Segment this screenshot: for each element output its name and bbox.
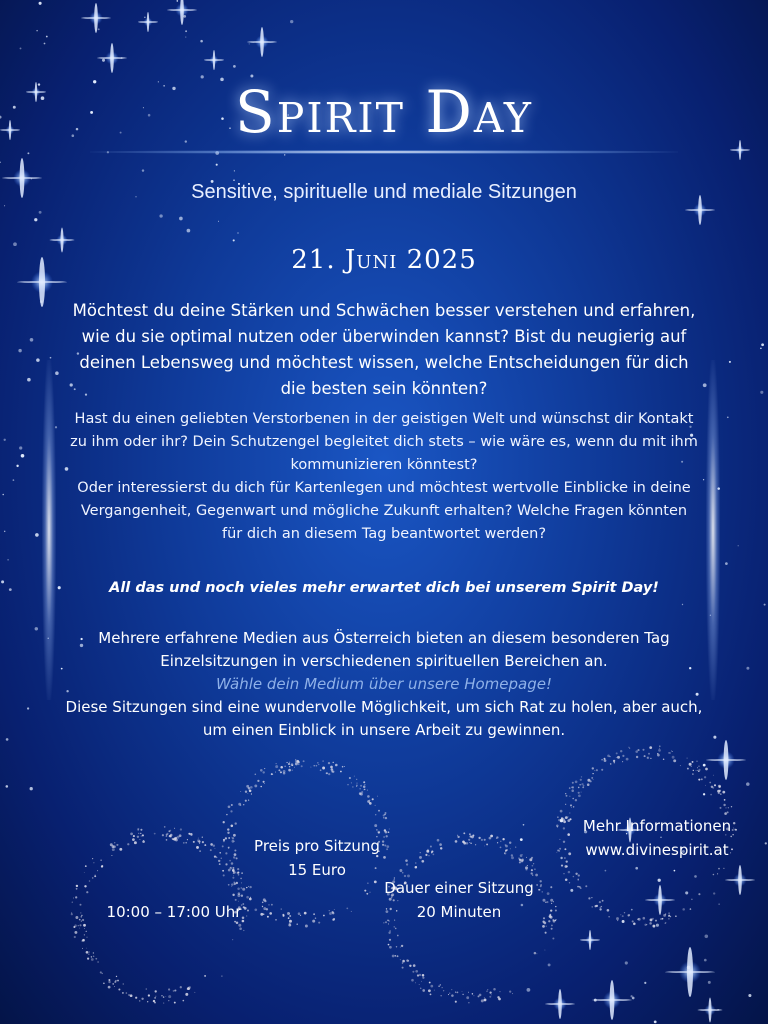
sparkle-dot	[703, 479, 704, 480]
sparkle-star	[81, 3, 111, 33]
time-text: 10:00 – 17:00 Uhr	[106, 903, 242, 921]
sparkle-dot	[717, 1009, 719, 1011]
sparkle-dot	[548, 963, 551, 966]
sparkle-dot	[527, 988, 531, 992]
sparkle-dot	[20, 47, 22, 49]
title-glow-divider	[90, 150, 678, 154]
sparkle-dot	[630, 995, 632, 997]
sparkle-dot	[65, 467, 69, 471]
sparkle-dot	[216, 164, 218, 166]
choose-medium-link[interactable]: Wähle dein Medium über unsere Homepage!	[216, 675, 552, 693]
sparkle-dot	[159, 214, 162, 217]
sparkle-dot	[738, 545, 739, 546]
sparkle-dot	[725, 562, 728, 565]
sparkle-dot	[605, 870, 607, 872]
sparkle-star	[725, 865, 755, 895]
sparkle-dot	[687, 966, 691, 970]
sparkle-star	[167, 0, 197, 25]
sparkle-dot	[187, 229, 191, 233]
event-subtitle: Sensitive, spirituelle und mediale Sitzungen	[191, 181, 577, 203]
sparkle-star	[138, 12, 158, 32]
sparkle-dot	[4, 439, 6, 441]
duration-label: Dauer einer Sitzung	[384, 879, 534, 897]
sessions-text: Diese Sitzungen sind eine wundervolle Möglichkeit, um sich Rat zu holen, aber auch, um einen Einblick in unsere Arbeit zu gewinnen.	[65, 698, 703, 739]
sparkle-dot	[13, 479, 15, 481]
sparkle-dot	[631, 909, 633, 911]
sparkle-dot	[746, 782, 750, 786]
sparkle-dot	[560, 857, 562, 859]
sparkle-dot	[6, 738, 9, 741]
sparkle-dot	[39, 211, 42, 214]
sparkle-star	[247, 27, 277, 57]
sparkle-dot	[520, 838, 523, 841]
sparkle-dot	[760, 391, 763, 394]
right-light-beam	[706, 360, 720, 700]
sparkle-dot	[705, 935, 709, 939]
sparkle-dot	[644, 982, 646, 984]
sparkle-dot	[39, 2, 42, 5]
sparkle-dot	[176, 0, 178, 2]
duration-info	[370, 876, 548, 924]
price-label: Preis pro Sitzung	[254, 837, 380, 855]
contact-text: Hast du einen geliebten Verstorbenen in der geistigen Welt und wünschst dir Kontakt zu ihm oder ihr? Dein Schutzengel begleitet dich stets – wie wäre es, wenn du mit ihm kommunizieren könntest?	[70, 411, 698, 473]
sparkle-dot	[35, 533, 39, 537]
sparkle-dot	[144, 17, 145, 18]
questions-paragraph	[70, 408, 698, 546]
sparkle-dot	[18, 349, 21, 352]
sparkle-dot	[2, 494, 4, 496]
intro-paragraph: Möchtest du deine Stärken und Schwächen besser verstehen und erfahren, wie du sie optimal nutzen oder überwinden kannst? Bist du neugierig auf deinen Lebensweg und möchtest wissen, welche Entscheidungen für dich die besten sein könnten?	[72, 301, 696, 398]
sparkle-dot	[36, 30, 38, 32]
sparkle-star	[665, 947, 715, 997]
sparkle-dot	[249, 43, 250, 44]
left-light-beam	[42, 360, 56, 700]
sparkle-dot	[625, 961, 628, 964]
sparkle-dot	[599, 908, 601, 910]
sparkle-dot	[142, 169, 144, 171]
sparkle-dot	[31, 178, 33, 180]
sparkle-dot	[635, 867, 638, 870]
sparkle-dot	[0, 162, 1, 163]
sparkle-dot	[35, 627, 38, 630]
cards-text: Oder interessierst du dich für Kartenlegen und möchtest wertvolle Einblicke in deine Vergangenheit, Gegenwart und mögliche Zukunft erhalten? Welche Fragen könnten für dich an diesem Tag beantwortet werden?	[77, 480, 691, 542]
sparkle-dot	[27, 152, 29, 154]
sparkle-dot	[658, 879, 661, 882]
website-link[interactable]: www.divinespirit.at	[585, 841, 729, 859]
sparkle-star	[580, 930, 600, 950]
sparkle-dot	[233, 65, 236, 68]
price-info	[236, 834, 398, 882]
sparkle-dot	[718, 903, 719, 904]
sparkle-dot	[19, 446, 22, 449]
sparkle-dot	[748, 994, 751, 997]
more-info	[572, 814, 742, 862]
sparkle-dot	[27, 378, 31, 382]
time-info	[94, 900, 254, 924]
sparkle-star	[706, 740, 746, 780]
sparkle-star	[545, 989, 575, 1019]
sparkle-dot	[16, 465, 18, 467]
sparkle-dot	[36, 358, 40, 362]
sparkle-dot	[682, 604, 683, 605]
sparkle-dot	[27, 707, 29, 709]
sparkle-dot	[30, 787, 33, 790]
sparkle-dot	[746, 667, 749, 670]
sparkle-dot	[760, 348, 762, 350]
sparkle-dot	[183, 15, 186, 18]
sparkle-dot	[34, 218, 37, 221]
sparkle-dot	[523, 824, 525, 826]
sparkle-dot	[765, 842, 767, 844]
sparkle-dot	[200, 40, 203, 43]
sparkle-dot	[594, 999, 597, 1002]
media-text: Mehrere erfahrene Medien aus Österreich bieten an diesem besonderen Tag Einzelsitzungen in verschiedenen spirituellen Bereichen an.	[98, 629, 670, 670]
sparkle-dot	[674, 870, 676, 872]
highlight-text: All das und noch vieles mehr erwartet dich bei unserem Spirit Day!	[109, 580, 659, 596]
sparkle-dot	[120, 57, 122, 59]
sparkle-star	[204, 50, 224, 70]
sparkle-dot	[234, 170, 235, 171]
event-title: Spirit Day	[235, 78, 533, 146]
sparkle-dot	[708, 981, 711, 984]
sparkle-dot	[7, 559, 9, 561]
sparkle-dot	[727, 416, 729, 418]
sparkle-dot	[185, 30, 187, 32]
sparkle-star	[645, 885, 675, 915]
sparkle-star	[592, 980, 632, 1020]
sparkle-dot	[729, 361, 731, 363]
sparkle-dot	[654, 1021, 657, 1024]
sparkle-dot	[40, 300, 43, 303]
event-date: 21. Juni 2025	[291, 245, 477, 275]
sparkle-dot	[704, 959, 707, 962]
sparkle-dot	[233, 239, 235, 241]
sparkle-dot	[703, 793, 705, 795]
sparkle-dot	[4, 205, 5, 206]
sparkle-dot	[98, 28, 100, 30]
sparkle-dot	[102, 59, 105, 62]
sparkle-dot	[30, 338, 34, 342]
sparkle-dot	[694, 875, 697, 878]
sparkle-dot	[50, 357, 52, 359]
sparkle-dot	[218, 221, 219, 222]
sparkle-dot	[703, 764, 706, 767]
sparkle-dot	[6, 785, 9, 788]
sparkle-dot	[685, 891, 688, 894]
sparkle-dot	[21, 454, 25, 458]
sparkle-dot	[185, 37, 186, 38]
sparkle-dot	[179, 217, 183, 221]
sparkle-dot	[570, 889, 573, 892]
sparkle-dot	[290, 20, 293, 23]
sparkle-dot	[44, 43, 46, 45]
sparkle-dot	[4, 531, 5, 532]
sparkle-dot	[284, 154, 285, 155]
sparkle-dot	[656, 924, 659, 927]
duration-value: 20 Minuten	[416, 903, 502, 921]
sparkle-dot	[237, 232, 239, 234]
price-value: 15 Euro	[288, 861, 346, 879]
sparkle-dot	[46, 36, 48, 38]
more-label: Mehr Informationen	[582, 817, 732, 835]
sparkle-dot	[761, 343, 764, 346]
sparkle-dot	[713, 736, 716, 739]
media-paragraph	[60, 627, 708, 742]
sparkle-dot	[764, 604, 766, 606]
